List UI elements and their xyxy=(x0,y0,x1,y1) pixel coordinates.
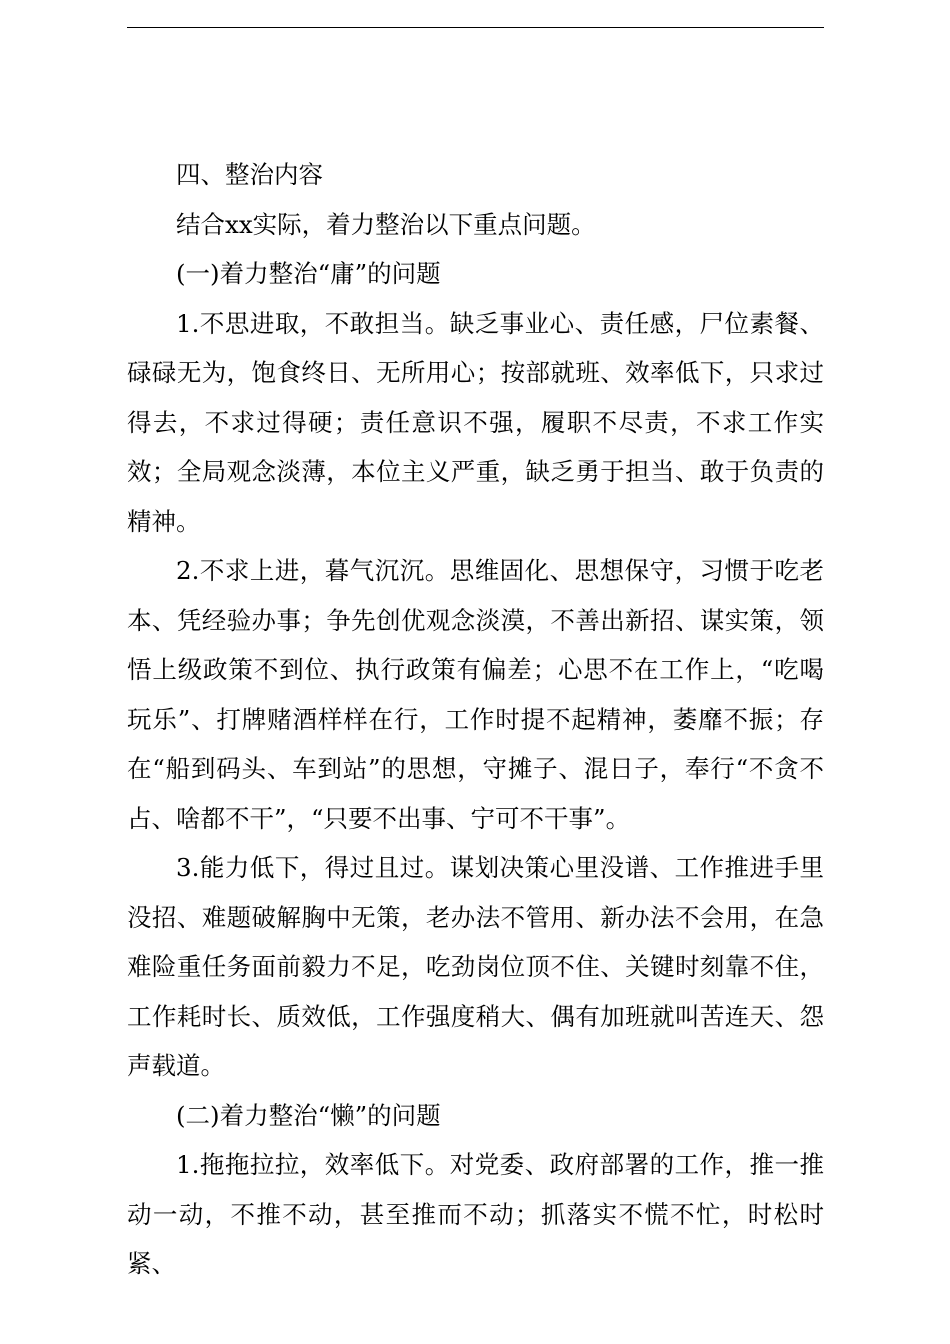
header-rule xyxy=(127,27,824,28)
subsection-heading-2: (二)着力整治“懒”的问题 xyxy=(176,1100,441,1130)
subsection-heading-1: (一)着力整治“庸”的问题 xyxy=(176,259,441,288)
section-heading: 四、整治内容 xyxy=(176,160,323,189)
paragraph-1-2: 2.不求上进，暮气沉沉。思维固化、思想保守，习惯于吃老本、凭经验办事；争先创优观念淡漠，不善出新招、谋实策，领悟上级政策不到位、执行政策有偏差；心思不在工作上，“吃喝玩乐”、打牌赌酒样样在行，工作时提不起精神，萎靡不振；存在“船到码头、车到站”的思想，守摊子、混日子，奉行“不贪不占、啥都不干”，“只要不出事、宁可不干事”。 xyxy=(127,556,824,833)
paragraph-1-1: 1.不思进取，不敢担当。缺乏事业心、责任感，尸位素餐、碌碌无为，饱食终日、无所用心；按部就班、效率低下，只求过得去，不求过得硬；责任意识不强，履职不尽责，不求工作实效；全局观念淡薄，本位主义严重，缺乏勇于担当、敢于负责的精神。 xyxy=(127,308,824,536)
document-body xyxy=(127,150,824,1289)
intro-paragraph: 结合xx实际，着力整治以下重点问题。 xyxy=(176,209,596,239)
paragraph-2-1: 1.拖拖拉拉，效率低下。对党委、政府部署的工作，推一推动一动，不推不动，甚至推而不动；抓落实不慌不忙，时松时紧、 xyxy=(127,1150,824,1278)
paragraph-1-3: 3.能力低下，得过且过。谋划决策心里没谱、工作推进手里没招、难题破解胸中无策，老办法不管用、新办法不会用，在急难险重任务面前毅力不足，吃劲岗位顶不住、关键时刻靠不住，工作耗时长、质效低，工作强度稍大、偶有加班就叫苦连天、怨声载道。 xyxy=(127,853,824,1080)
